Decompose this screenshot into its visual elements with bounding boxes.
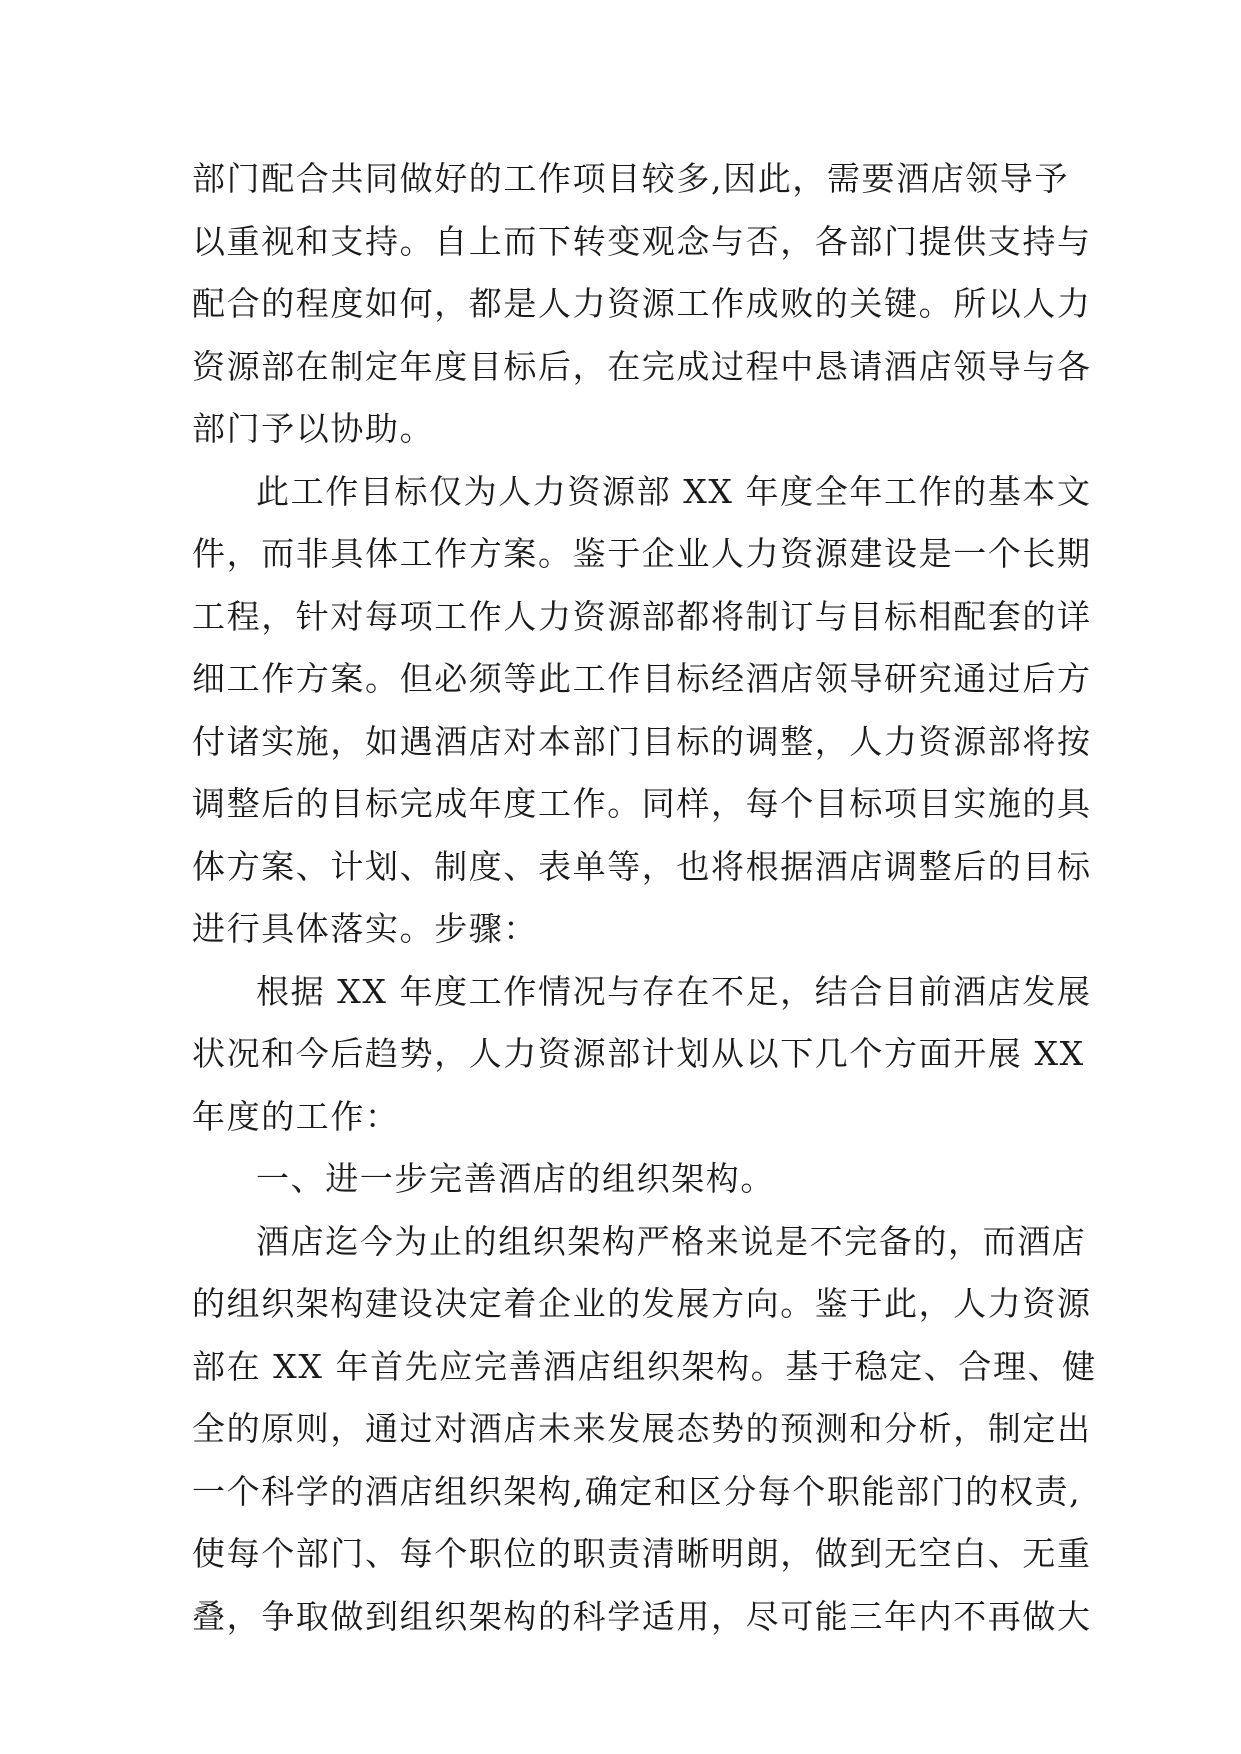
text-line: 的组织架构建设决定着企业的发展方向。鉴于此，人力资源 [192, 1284, 1092, 1323]
text-line: 一、进一步完善酒店的组织架构。 [256, 1159, 775, 1198]
text-line: 状况和今后趋势，人力资源部计划从以下几个方面开展 XX [192, 1034, 1085, 1073]
text-line: 资源部在制定年度目标后，在完成过程中恳请酒店领导与各 [192, 346, 1092, 386]
text-line: 部门配合共同做好的工作项目较多,因此，需要酒店领导予 [192, 159, 1070, 198]
text-line: 部门予以协助。 [192, 409, 435, 448]
text-line: 一个科学的酒店组织架构,确定和区分每个职能部门的权责, [192, 1471, 1082, 1511]
text-line: 付诸实施，如遇酒店对本部门目标的调整，人力资源部将按 [192, 721, 1092, 761]
text-line: 件，而非具体工作方案。鉴于企业人力资源建设是一个长期 [192, 534, 1092, 573]
text-line: 调整后的目标完成年度工作。同样，每个目标项目实施的具 [192, 784, 1092, 823]
text-line: 部在 XX 年首先应完善酒店组织架构。基于稳定、合理、健 [192, 1346, 1097, 1386]
text-line: 叠，争取做到组织架构的科学适用，尽可能三年内不再做大 [192, 1596, 1092, 1636]
text-line: 年度的工作： [192, 1096, 400, 1136]
text-line: 此工作目标仅为人力资源部 XX 年度全年工作的基本文 [256, 471, 1092, 511]
text-line: 全的原则，通过对酒店未来发展态势的预测和分析，制定出 [192, 1409, 1092, 1448]
text-line: 使每个部门、每个职位的职责清晰明朗，做到无空白、无重 [192, 1534, 1092, 1573]
text-line: 根据 XX 年度工作情况与存在不足，结合目前酒店发展 [256, 971, 1092, 1011]
text-line: 配合的程度如何，都是人力资源工作成败的关键。所以人力 [192, 284, 1092, 323]
text-line: 细工作方案。但必须等此工作目标经酒店领导研究通过后方 [192, 659, 1092, 698]
text-line: 工程，针对每项工作人力资源部都将制订与目标相配套的详 [192, 596, 1092, 636]
text-line: 以重视和支持。自上而下转变观念与否，各部门提供支持与 [192, 221, 1092, 261]
text-line: 进行具体落实。步骤： [192, 909, 538, 948]
text-line: 体方案、计划、制度、表单等，也将根据酒店调整后的目标 [192, 846, 1092, 886]
document-body [192, 148, 1097, 1648]
text-line: 酒店迄今为止的组织架构严格来说是不完备的，而酒店 [256, 1221, 1087, 1261]
